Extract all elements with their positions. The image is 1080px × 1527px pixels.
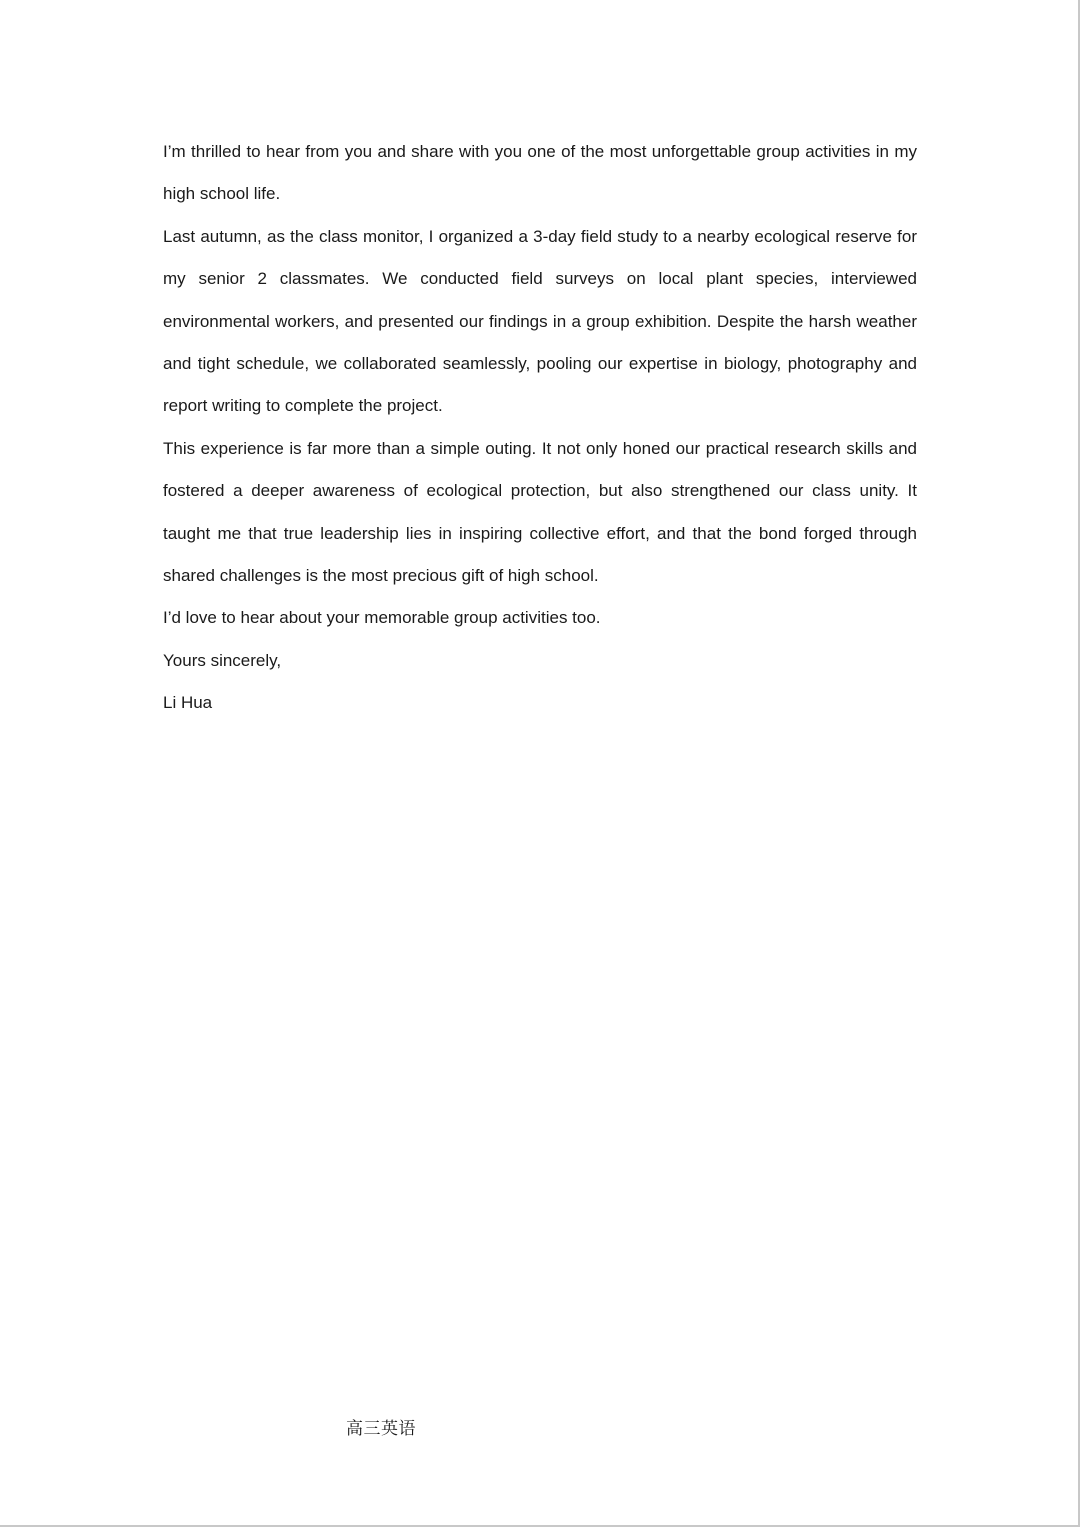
paragraph-reflection: This experience is far more than a simple outing. It not only honed our practical research skills and fostered a deeper awareness of ecological protection, but also strengthened our class unity. It taught me that true leadership lies in inspiring collective effort, and that the bond forged through shared challenges is the most precious gift of high school. xyxy=(163,438,917,586)
paragraph-request: I’d love to hear about your memorable group activities too. xyxy=(163,608,601,628)
letter-body xyxy=(163,131,917,725)
page-footer-label: 高三英语 xyxy=(346,1419,416,1439)
signature: Li Hua xyxy=(163,693,213,713)
paragraph-opening: I’m thrilled to hear from you and share with you one of the most unforgettable group activities in my high school life. xyxy=(163,142,917,204)
closing-line: Yours sincerely, xyxy=(163,650,282,670)
paragraph-activity: Last autumn, as the class monitor, I organized a 3-day field study to a nearby ecological reserve for my senior 2 classmates. We conducted field surveys on local plant species, interviewed environmental workers, and presented our findings in a group exhibition. Despite the harsh weather and tight schedule, we collaborated seamlessly, pooling our expertise in biology, photography and report writing to complete the project. xyxy=(163,226,917,416)
